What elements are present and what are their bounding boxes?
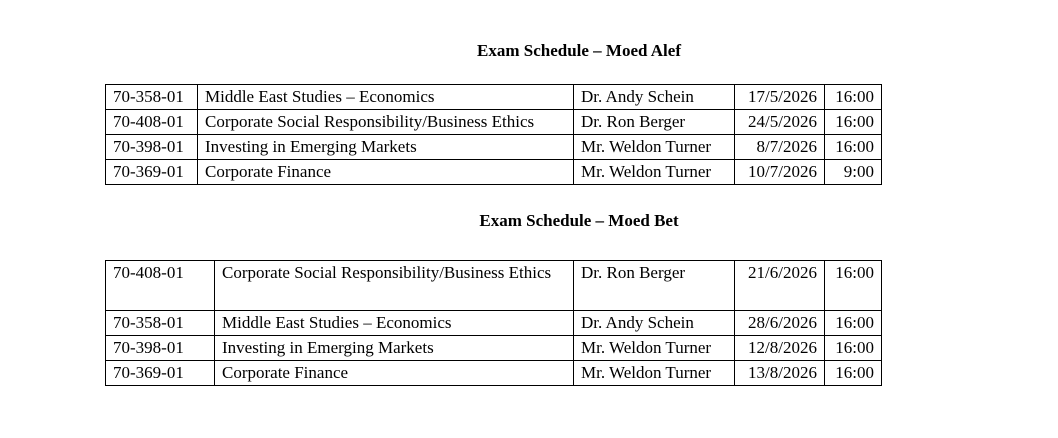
lecturer-cell: Mr. Weldon Turner xyxy=(574,135,735,160)
table-row xyxy=(106,336,882,361)
exam-time-cell: 16:00 xyxy=(825,336,882,361)
table-row xyxy=(106,261,882,311)
exam-date-cell: 13/8/2026 xyxy=(735,361,825,386)
lecturer-cell: Mr. Weldon Turner xyxy=(574,160,735,185)
course-name-cell: Investing in Emerging Markets xyxy=(198,135,574,160)
table-row xyxy=(106,110,882,135)
table-row xyxy=(106,311,882,336)
course-code-cell: 70-398-01 xyxy=(106,336,215,361)
table-row xyxy=(106,361,882,386)
table-row xyxy=(106,135,882,160)
course-code-cell: 70-398-01 xyxy=(106,135,198,160)
schedule-title-moed-alef: Exam Schedule – Moed Alef xyxy=(477,41,681,60)
exam-date-cell: 21/6/2026 xyxy=(735,261,825,311)
exam-time-cell: 9:00 xyxy=(825,160,882,185)
table-row xyxy=(106,85,882,110)
exam-time-cell: 16:00 xyxy=(825,311,882,336)
lecturer-cell: Mr. Weldon Turner xyxy=(574,336,735,361)
exam-time-cell: 16:00 xyxy=(825,361,882,386)
course-name-cell: Corporate Social Responsibility/Business Ethics xyxy=(215,261,574,311)
course-code-cell: 70-369-01 xyxy=(106,361,215,386)
course-code-cell: 70-358-01 xyxy=(106,311,215,336)
course-name-cell: Corporate Finance xyxy=(198,160,574,185)
exam-date-cell: 12/8/2026 xyxy=(735,336,825,361)
exam-table-moed-alef xyxy=(105,84,882,185)
course-name-cell: Middle East Studies – Economics xyxy=(198,85,574,110)
exam-time-cell: 16:00 xyxy=(825,110,882,135)
lecturer-cell: Mr. Weldon Turner xyxy=(574,361,735,386)
exam-time-cell: 16:00 xyxy=(825,261,882,311)
course-code-cell: 70-358-01 xyxy=(106,85,198,110)
schedule-title-moed-bet: Exam Schedule – Moed Bet xyxy=(479,211,679,230)
exam-time-cell: 16:00 xyxy=(825,85,882,110)
exam-date-cell: 28/6/2026 xyxy=(735,311,825,336)
course-name-cell: Corporate Finance xyxy=(215,361,574,386)
course-code-cell: 70-369-01 xyxy=(106,160,198,185)
exam-time-cell: 16:00 xyxy=(825,135,882,160)
course-name-cell: Middle East Studies – Economics xyxy=(215,311,574,336)
course-name-cell: Investing in Emerging Markets xyxy=(215,336,574,361)
table-row xyxy=(106,160,882,185)
lecturer-cell: Dr. Andy Schein xyxy=(574,311,735,336)
lecturer-cell: Dr. Ron Berger xyxy=(574,110,735,135)
exam-date-cell: 8/7/2026 xyxy=(735,135,825,160)
exam-date-cell: 24/5/2026 xyxy=(735,110,825,135)
course-code-cell: 70-408-01 xyxy=(106,261,215,311)
lecturer-cell: Dr. Ron Berger xyxy=(574,261,735,311)
lecturer-cell: Dr. Andy Schein xyxy=(574,85,735,110)
exam-date-cell: 10/7/2026 xyxy=(735,160,825,185)
course-code-cell: 70-408-01 xyxy=(106,110,198,135)
exam-table-moed-bet xyxy=(105,260,882,386)
exam-date-cell: 17/5/2026 xyxy=(735,85,825,110)
course-name-cell: Corporate Social Responsibility/Business Ethics xyxy=(198,110,574,135)
